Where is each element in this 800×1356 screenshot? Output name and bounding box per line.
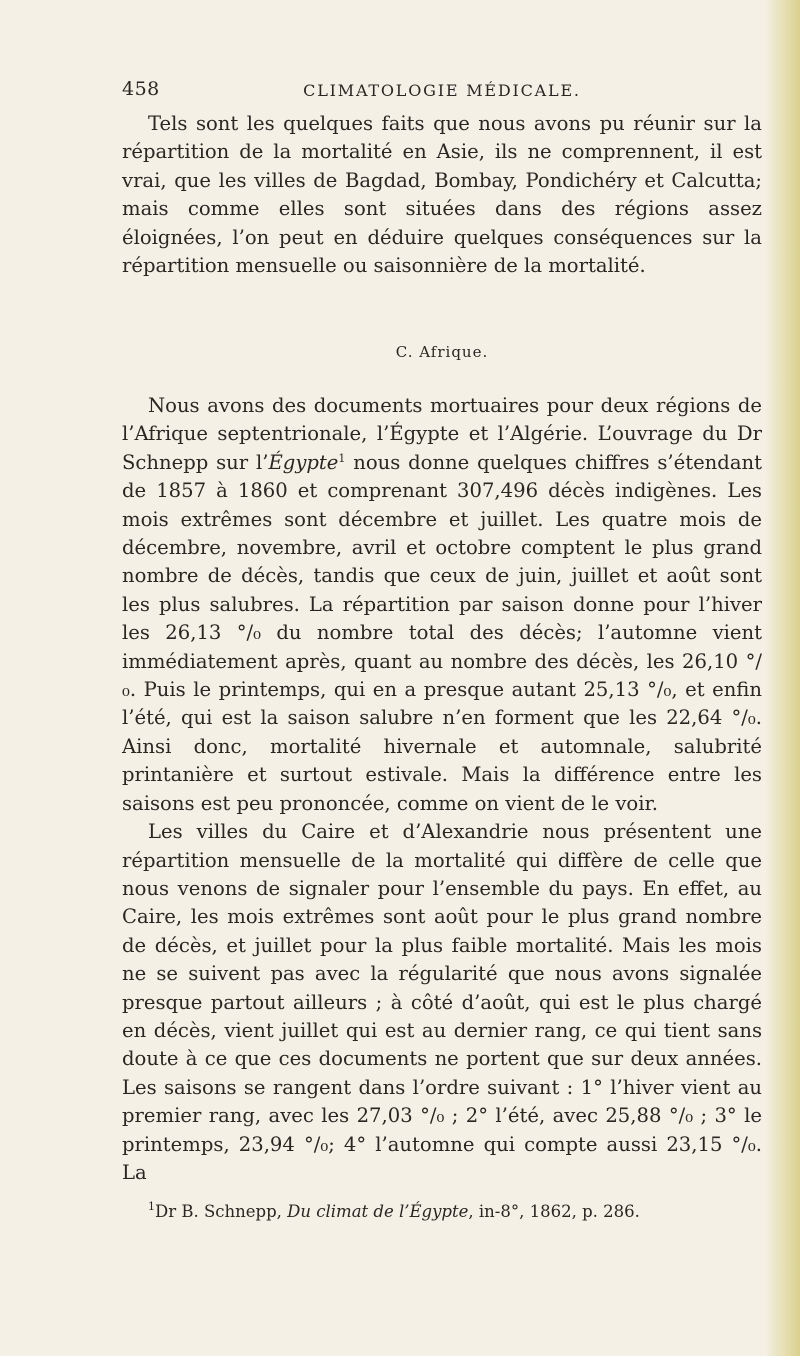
page-number: 458 [122,78,160,100]
paragraph-asia: Tels sont les quelques faits que nous avons pu réunir sur la répartition de la mortalité en Asie, ils ne comprennent, il est vrai, que les villes de Bagdad, Bombay, Pondichéry et Calcutta; mais comme elles sont situées dans des régions assez éloignées, l’on peut en déduire quelques conséquences sur la répartition mensuelle ou saisonnière de la mortalité. [122,112,762,278]
footnote-marker: 1 [148,1200,155,1213]
text-block-africa [122,392,762,1187]
paragraph-egypt [122,392,762,818]
paragraph-cairo-alexandria: Les villes du Caire et d’Alexandrie nous présentent une répartition mensuelle de la mortalité qui diffère de celle que nous venons de signaler pour l’ensemble du pays. En effet, au Caire, les mois extrêmes sont août pour le plus grand nombre de décès, et juillet pour la plus faible mortalité. Mais les mois ne se suivent pas avec la régularité que nous avons signalée presque partout ailleurs ; à côté d’août, qui est le plus chargé en décès, vient juillet qui est au dernier rang, ce qui tient sans doute à ce que ces documents ne portent que sur deux années. Les saisons se rangent dans l’ordre suivant : 1° l’hiver vient au premier rang, avec les 27,03 °/₀ ; 2° l’été, avec 25,88 °/₀ ; 3° le printemps, 23,94 °/₀; 4° l’automne qui compte aussi 23,15 °/₀. La [122,820,762,1184]
footnote [122,1201,762,1223]
footnote-title: Du climat de l’Égypte [287,1202,469,1221]
running-head: CLIMATOLOGIE MÉDICALE. [303,81,581,100]
footnote-details: , in-8°, 1862, p. 286. [468,1202,640,1221]
footnote-reference: 1 [338,451,346,465]
paragraph-egypt-rest: nous donne quelques chiffres s’étendant de 1857 à 1860 et comprenant 307,496 décès indigènes. Les mois extrêmes sont décembre et juillet. Les quatre mois de décembre, novembre, avril et octobre comptent le plus grand nombre de décès, tandis que ceux de juin, juillet et août sont les plus salubres. La répartition par saison donne pour l’hiver les 26,13 °/₀ du nombre total des décès; l’automne vient immédiatement après, quant au nombre des décès, les 26,10 °/₀. Puis le printemps, qui en a presque autant 25,13 °/₀, et enfin l’été, qui est la saison salubre n’en forment que les 22,64 °/₀. Ainsi donc, mortalité hivernale et automnale, salubrité printanière et surtout estivale. Mais la différence entre les saisons est peu prononcée, comme on vient de le voir. [122,450,762,815]
footnote-author: Dr B. Schnepp, [155,1202,288,1221]
paragraph-egypt-start: Nous avons des documents mortuaires pour deux régions de l’Afrique septentrionale, l’Égypte et l’Algérie. L’ouvrage du Dr Schnepp sur l’ [122,394,762,474]
text-block-asia [122,110,762,280]
book-title-egypte: Égypte [268,450,339,474]
section-heading: C. Afrique. [395,343,489,361]
page-header [122,78,762,108]
page-edge [764,0,800,1356]
